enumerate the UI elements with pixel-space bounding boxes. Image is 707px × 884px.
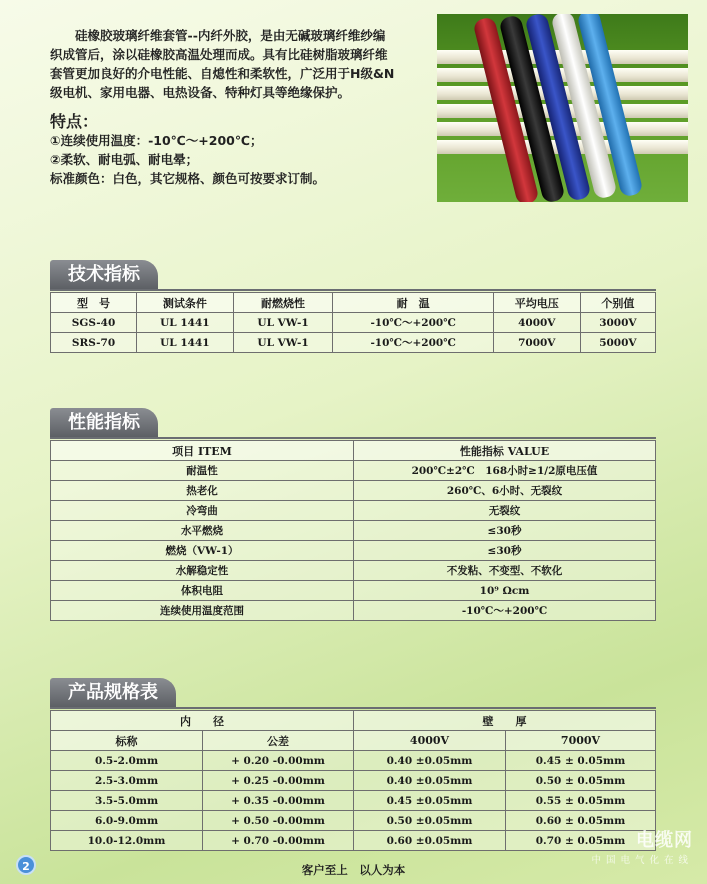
cell: UL 1441 bbox=[137, 313, 234, 333]
col-header: 型 号 bbox=[51, 293, 137, 313]
cell: SGS-40 bbox=[51, 313, 137, 333]
table-row bbox=[51, 561, 656, 581]
cell: 10⁹ Ωcm bbox=[354, 581, 656, 601]
table-row bbox=[51, 771, 656, 791]
tech-section-line bbox=[50, 289, 656, 291]
cell: -10℃～+200℃ bbox=[333, 333, 493, 353]
page-number: 2 bbox=[16, 855, 36, 875]
col-header: 平均电压 bbox=[493, 293, 580, 313]
cell: UL VW-1 bbox=[233, 333, 333, 353]
cell: 7000V bbox=[493, 333, 580, 353]
group-header: 内 径 bbox=[51, 711, 354, 731]
cell: 0.50 ±0.05mm bbox=[354, 811, 506, 831]
cell: 260℃、6小时、无裂纹 bbox=[354, 481, 656, 501]
cell: + 0.20 -0.00mm bbox=[203, 751, 354, 771]
cell: + 0.25 -0.00mm bbox=[203, 771, 354, 791]
cell: 连续使用温度范围 bbox=[51, 601, 354, 621]
perf-section-line bbox=[50, 437, 656, 439]
cell: 0.40 ±0.05mm bbox=[354, 751, 506, 771]
col-header: 耐 温 bbox=[333, 293, 493, 313]
cell: 耐温性 bbox=[51, 461, 354, 481]
cell: 200℃±2℃ 168小时≥1/2原电压值 bbox=[354, 461, 656, 481]
table-row bbox=[51, 791, 656, 811]
col-header: 性能指标 VALUE bbox=[354, 441, 656, 461]
watermark-subtitle: 中国电气化在线 bbox=[591, 855, 693, 866]
cell: 水解稳定性 bbox=[51, 561, 354, 581]
table-row bbox=[51, 313, 656, 333]
col-header: 公差 bbox=[203, 731, 354, 751]
group-header: 壁 厚 bbox=[354, 711, 656, 731]
table-row bbox=[51, 751, 656, 771]
cell: 0.60 ±0.05mm bbox=[354, 831, 506, 851]
cell: + 0.70 -0.00mm bbox=[203, 831, 354, 851]
spec-section-line bbox=[50, 707, 656, 709]
cell: UL VW-1 bbox=[233, 313, 333, 333]
cell: 0.60 ± 0.05mm bbox=[506, 811, 656, 831]
cell: 燃烧（VW-1） bbox=[51, 541, 354, 561]
watermark bbox=[591, 826, 693, 866]
cell: 不发粘、不变型、不软化 bbox=[354, 561, 656, 581]
intro-block bbox=[50, 26, 395, 188]
cell: 0.45 ±0.05mm bbox=[354, 791, 506, 811]
cell: 3000V bbox=[580, 313, 655, 333]
cell: 0.50 ± 0.05mm bbox=[506, 771, 656, 791]
table-row bbox=[51, 581, 656, 601]
intro-text: 硅橡胶玻璃纤维套管--内纤外胶，是由无碱玻璃纤维纱编织成管后，涂以硅橡胶高温处理而成。具有比硅树脂玻璃纤维套管更加良好的介电性能、自熄性和柔软性，广泛用于H级&N级电机、家用电器、电热设备、特种灯具等绝缘保护。 bbox=[50, 28, 395, 100]
cell: 无裂纹 bbox=[354, 501, 656, 521]
cell: 水平燃烧 bbox=[51, 521, 354, 541]
table-row bbox=[51, 501, 656, 521]
cell: + 0.50 -0.00mm bbox=[203, 811, 354, 831]
perf-table bbox=[50, 440, 656, 621]
table-group-header-row bbox=[51, 711, 656, 731]
col-header: 测试条件 bbox=[137, 293, 234, 313]
col-header: 项目 ITEM bbox=[51, 441, 354, 461]
spec-section-tab: 产品规格表 bbox=[50, 678, 176, 708]
feature-line: ①连续使用温度：-10℃～+200℃； bbox=[50, 133, 263, 148]
cell: ≤30秒 bbox=[354, 521, 656, 541]
table-row bbox=[51, 521, 656, 541]
cell: 5000V bbox=[580, 333, 655, 353]
table-row bbox=[51, 333, 656, 353]
table-header-row bbox=[51, 441, 656, 461]
feature-line: 标准颜色：白色，其它规格、颜色可按要求订制。 bbox=[50, 171, 326, 186]
col-header: 耐燃烧性 bbox=[233, 293, 333, 313]
footer-slogan: 客户至上 以人为本 bbox=[301, 863, 406, 877]
table-row bbox=[51, 481, 656, 501]
cell: 冷弯曲 bbox=[51, 501, 354, 521]
cell: 0.55 ± 0.05mm bbox=[506, 791, 656, 811]
features-heading: 特点： bbox=[50, 112, 99, 131]
col-header: 4000V bbox=[354, 731, 506, 751]
cell: 0.5-2.0mm bbox=[51, 751, 203, 771]
table-row bbox=[51, 541, 656, 561]
cell: 0.40 ±0.05mm bbox=[354, 771, 506, 791]
cell: -10℃～+200℃ bbox=[354, 601, 656, 621]
cell: + 0.35 -0.00mm bbox=[203, 791, 354, 811]
cell: SRS-70 bbox=[51, 333, 137, 353]
table-row bbox=[51, 811, 656, 831]
cell: 热老化 bbox=[51, 481, 354, 501]
table-row bbox=[51, 831, 656, 851]
cell: 3.5-5.0mm bbox=[51, 791, 203, 811]
cell: UL 1441 bbox=[137, 333, 234, 353]
cell: 2.5-3.0mm bbox=[51, 771, 203, 791]
col-header: 7000V bbox=[506, 731, 656, 751]
perf-section-tab: 性能指标 bbox=[50, 408, 158, 438]
table-header-row bbox=[51, 731, 656, 751]
col-header: 个别值 bbox=[580, 293, 655, 313]
cell: 0.70 ± 0.05mm bbox=[506, 831, 656, 851]
tech-section-tab: 技术指标 bbox=[50, 260, 158, 290]
table-row bbox=[51, 461, 656, 481]
col-header: 标称 bbox=[51, 731, 203, 751]
cell: 6.0-9.0mm bbox=[51, 811, 203, 831]
cell: -10℃～+200℃ bbox=[333, 313, 493, 333]
cell: 体积电阻 bbox=[51, 581, 354, 601]
table-row bbox=[51, 601, 656, 621]
cell: 0.45 ± 0.05mm bbox=[506, 751, 656, 771]
product-photo bbox=[437, 14, 688, 202]
spec-table bbox=[50, 710, 656, 851]
cell: ≤30秒 bbox=[354, 541, 656, 561]
tech-table bbox=[50, 292, 656, 353]
cell: 10.0-12.0mm bbox=[51, 831, 203, 851]
table-header-row bbox=[51, 293, 656, 313]
feature-line: ②柔软、耐电弧、耐电晕； bbox=[50, 152, 199, 167]
cell: 4000V bbox=[493, 313, 580, 333]
watermark-logo: 电缆网 bbox=[636, 830, 693, 851]
